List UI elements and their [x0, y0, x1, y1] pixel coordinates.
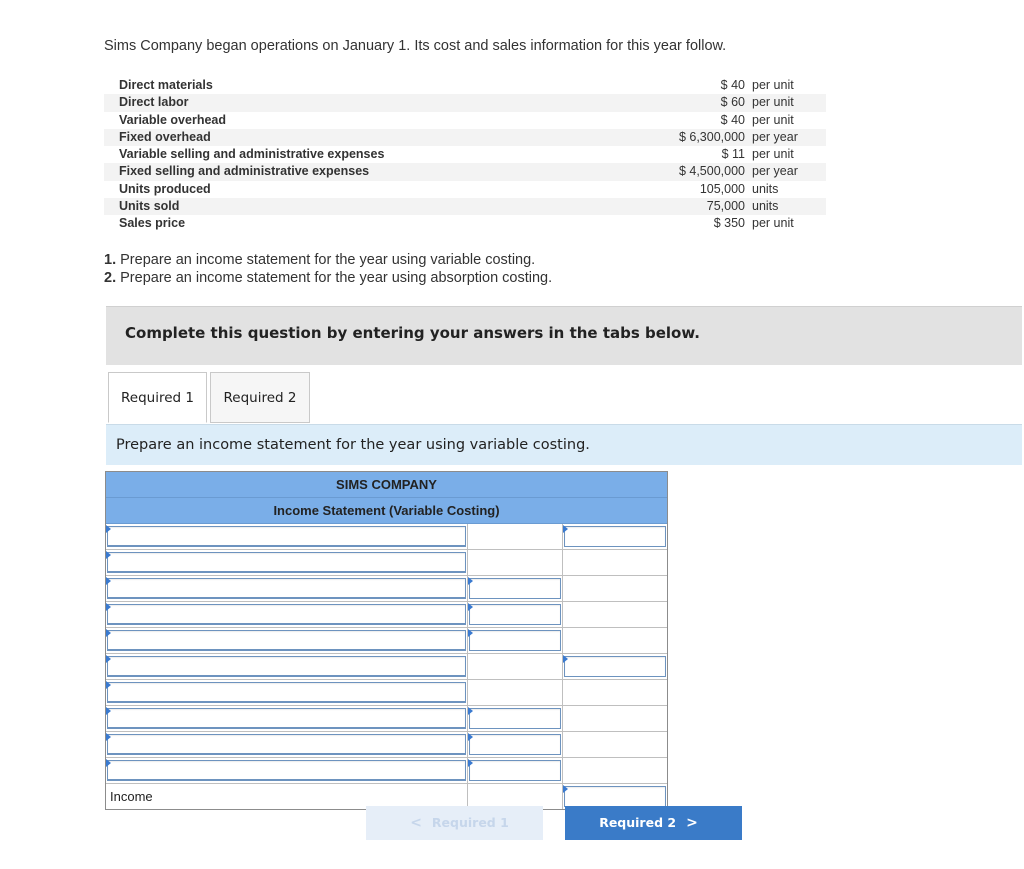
amount-input[interactable]: [564, 656, 666, 677]
info-row: [104, 215, 826, 232]
dropdown-marker-icon: [106, 525, 111, 533]
dropdown-marker-icon: [468, 759, 473, 767]
dropdown-marker-icon: [468, 603, 473, 611]
dropdown-marker-icon: [563, 655, 568, 663]
statement-cell: [468, 576, 563, 601]
account-input[interactable]: [107, 708, 466, 729]
statement-cell: [468, 550, 563, 575]
info-row: [104, 181, 826, 198]
amount-input[interactable]: [469, 578, 561, 599]
info-label: Variable overhead: [119, 112, 227, 127]
statement-cell: [563, 680, 667, 705]
income-statement: [105, 471, 668, 810]
info-value: $ 40: [720, 112, 745, 127]
statement-cell: [563, 550, 667, 575]
account-input[interactable]: [107, 604, 466, 625]
dropdown-marker-icon: [106, 551, 111, 559]
statement-row: [106, 550, 667, 576]
dropdown-marker-icon: [106, 603, 111, 611]
statement-cell: [563, 628, 667, 653]
amount-input[interactable]: [564, 786, 666, 807]
statement-cell: [563, 576, 667, 601]
tab-required-2[interactable]: Required 2: [210, 372, 310, 423]
statement-cell: [563, 758, 667, 783]
statement-cell: [468, 706, 563, 731]
info-value: $ 11: [721, 147, 745, 162]
info-row: [104, 198, 826, 215]
account-input[interactable]: [107, 526, 466, 547]
info-label: Direct materials: [119, 78, 213, 92]
income-label: Income: [110, 789, 153, 804]
account-input[interactable]: [107, 656, 466, 677]
statement-cell: [563, 732, 667, 757]
info-unit: per unit: [752, 216, 794, 231]
statement-row: [106, 706, 667, 732]
tab-required-1[interactable]: Required 1: [108, 372, 207, 423]
info-label: Fixed selling and administrative expenses: [119, 164, 370, 179]
statement-cell: [468, 732, 563, 757]
statement-cell: [563, 524, 667, 549]
statement-cell: [563, 654, 667, 679]
statement-cell: [106, 654, 468, 679]
statement-row: [106, 576, 667, 602]
dropdown-marker-icon: [106, 681, 111, 689]
dropdown-marker-icon: [468, 629, 473, 637]
dropdown-marker-icon: [106, 655, 111, 663]
statement-cell: [468, 524, 563, 549]
info-label: Direct labor: [119, 95, 189, 110]
dropdown-marker-icon: [468, 577, 473, 585]
dropdown-marker-icon: [563, 525, 568, 533]
info-label: Units sold: [119, 199, 180, 214]
amount-input[interactable]: [469, 708, 561, 729]
statement-cell: [468, 602, 563, 627]
statement-cell: [106, 550, 468, 575]
account-input[interactable]: [107, 552, 466, 573]
dropdown-marker-icon: [106, 629, 111, 637]
amount-input[interactable]: [469, 604, 561, 625]
instruction-text: Complete this question by entering your answers in the tabs below.: [125, 324, 700, 342]
statement-cell: [468, 680, 563, 705]
info-row: [104, 77, 826, 94]
chevron-left-icon: <: [410, 815, 422, 831]
statement-row: [106, 524, 667, 550]
info-value: 105,000: [699, 181, 745, 196]
account-input[interactable]: [107, 760, 466, 781]
amount-input[interactable]: [469, 734, 561, 755]
dropdown-marker-icon: [106, 733, 111, 741]
info-label: Variable selling and administrative expenses: [119, 147, 385, 162]
info-value: $ 350: [713, 216, 745, 231]
info-unit: units: [752, 181, 779, 196]
amount-input[interactable]: [469, 760, 561, 781]
account-input[interactable]: [107, 630, 466, 651]
statement-cell: [468, 628, 563, 653]
statement-row: [106, 758, 667, 784]
requirements-list: [104, 251, 552, 287]
statement-cell: [106, 524, 468, 549]
info-row: [104, 146, 826, 163]
info-label: Fixed overhead: [119, 129, 211, 144]
statement-cell: [106, 758, 468, 783]
info-row: [104, 163, 826, 180]
statement-row: [106, 654, 667, 680]
statement-cell: [106, 680, 468, 705]
statement-cell: [563, 602, 667, 627]
requirement-1: 1. Prepare an income statement for the year using variable costing.: [104, 252, 536, 268]
info-label: Sales price: [119, 216, 186, 231]
info-unit: per unit: [752, 147, 794, 162]
dropdown-marker-icon: [106, 759, 111, 767]
info-value: $ 40: [720, 78, 745, 92]
amount-input[interactable]: [469, 630, 561, 651]
account-input[interactable]: [107, 682, 466, 703]
prompt-banner: [106, 424, 1022, 465]
dropdown-marker-icon: [563, 785, 568, 793]
info-row: [104, 112, 826, 129]
statement-company: SIMS COMPANY: [106, 472, 667, 498]
dropdown-marker-icon: [468, 707, 473, 715]
info-value: $ 4,500,000: [678, 164, 745, 179]
info-unit: per unit: [752, 112, 794, 127]
statement-cell: [106, 576, 468, 601]
amount-input[interactable]: [564, 526, 666, 547]
account-input[interactable]: [107, 734, 466, 755]
info-label: Units produced: [119, 181, 211, 196]
info-row: [104, 94, 826, 111]
chevron-right-icon: >: [686, 815, 698, 831]
info-row: [104, 129, 826, 146]
info-unit: per year: [752, 129, 798, 144]
statement-title: Income Statement (Variable Costing): [106, 498, 667, 524]
info-value: 75,000: [706, 199, 745, 214]
statement-cell: [106, 628, 468, 653]
instruction-banner: [106, 306, 1022, 365]
info-unit: per unit: [752, 95, 794, 110]
dropdown-marker-icon: [106, 577, 111, 585]
info-value: $ 6,300,000: [678, 129, 745, 144]
info-unit: per year: [752, 164, 798, 179]
statement-row: [106, 628, 667, 654]
cost-info-table: [104, 77, 826, 233]
statement-row: [106, 602, 667, 628]
statement-cell: [468, 758, 563, 783]
previous-button[interactable]: < Required 1: [366, 806, 543, 840]
dropdown-marker-icon: [106, 707, 111, 715]
info-unit: per unit: [752, 78, 794, 92]
statement-cell: [468, 654, 563, 679]
account-input[interactable]: [107, 578, 466, 599]
requirement-2: 2. Prepare an income statement for the year using absorption costing.: [104, 270, 553, 286]
next-button[interactable]: Required 2 >: [565, 806, 742, 840]
prompt-text: Prepare an income statement for the year using variable costing.: [116, 437, 590, 453]
statement-row: [106, 732, 667, 758]
statement-cell: [106, 706, 468, 731]
statement-cell: [106, 732, 468, 757]
statement-cell: [563, 706, 667, 731]
info-unit: units: [752, 199, 779, 214]
info-value: $ 60: [720, 95, 745, 110]
statement-cell: [106, 602, 468, 627]
statement-row: [106, 680, 667, 706]
intro-text: Sims Company began operations on January 1. Its cost and sales information for this year follow.: [104, 38, 727, 54]
dropdown-marker-icon: [468, 733, 473, 741]
